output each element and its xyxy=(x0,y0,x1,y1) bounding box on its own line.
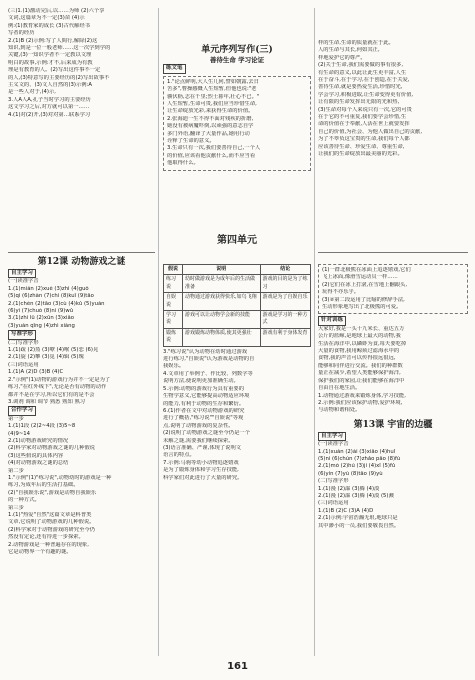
text-line: 与动物和谐相处。 xyxy=(318,407,361,414)
lesson-12-title: 第12课 动物游戏之谜 xyxy=(37,257,126,267)
text-line: 的一种方式。 xyxy=(8,497,40,504)
text-line: 诠释了生命的意义。 xyxy=(167,138,215,145)
table-body xyxy=(164,275,311,346)
text-line: 1.(1)B (2)C (3)A (4)D xyxy=(318,507,374,514)
text-line: 2.示例:我们应该保护动物,爱护环境, xyxy=(318,399,403,406)
text-line: 的价值,应该看他贡献什么,而不应当看 xyxy=(167,152,256,159)
text-line: 进行练习,"自娱说"认为游戏是动物的自 xyxy=(163,356,255,363)
text-line: 他取得什么。 xyxy=(167,160,199,167)
text-line: 2.(1)mò (2)hú (3)jí (4)xī (5)fǔ xyxy=(318,463,396,470)
text-line: 玩得不亦乐乎。 xyxy=(322,289,360,296)
text-line: 2.(1)动物游戏研究的情况 xyxy=(8,437,69,444)
text-line: 第一步 xyxy=(8,415,24,422)
unit-title: 第四单元 xyxy=(217,235,257,246)
text-line: 1."论点鲜明,大人生几何,譬如朝露,去日 xyxy=(167,78,259,85)
text-line: 大家好,我是一头十九米长、重达五万 xyxy=(318,325,405,332)
text-line: (二)写准字形 xyxy=(8,339,39,346)
text-line: 公斤的蓝鲸,是地球上最大的动物,我 xyxy=(318,333,401,340)
table-cell: 学习说 xyxy=(164,311,183,329)
text-line: (2)科学家对动物游戏之谜的几种假说 xyxy=(8,445,95,452)
drill-label: 针对训练 xyxy=(318,316,346,325)
text-line: (4)对动物游戏之谜的总结 xyxy=(8,460,69,467)
text-line: 样地爱护它的尊严。 xyxy=(318,54,366,61)
text-line: (6)yì (7)chuò (8)nì (9)wǔ xyxy=(8,308,74,315)
right-top-answers xyxy=(318,40,468,159)
mid-bottom-lines xyxy=(163,349,311,482)
text-line: 人生短暂,生命可贵,我们应当珍惜生命, xyxy=(167,101,257,108)
lesson-12-sections xyxy=(8,269,155,556)
writing-label: 练文笔 xyxy=(163,64,186,73)
text-line: 文词,这篇章为不一定(3)苗 (4)示 xyxy=(8,15,85,22)
table-cell: 游戏的目的是为了练习 xyxy=(260,275,310,293)
text-line: (2)说明了动物游戏之谜至今仍是一个 xyxy=(163,430,250,437)
text-line: 明白的故事,示例:才不,后来成为有教 xyxy=(8,59,93,66)
text-line: 人的生命与其长,何如其正, xyxy=(318,47,380,54)
text-line: (2)它们在冰上打滚,在雪地上翻跟头, xyxy=(322,281,408,288)
text-line: 1.动物通过游戏来锻炼身体,学习技能, xyxy=(318,392,406,399)
text-line: (3)②第二段运用了比喻的修辞手法, xyxy=(322,296,405,303)
table-row xyxy=(164,275,311,293)
text-line: 苦多",曹操感慨人生短暂,但他也说:"老 xyxy=(167,86,257,93)
text-line: 然没有定论,还有待进一步探索。 xyxy=(8,534,84,541)
text-line: 科学家们对此进行了大量的研究。 xyxy=(163,474,243,481)
text-line: 在于它的不可重复,我们要学会珍惜,生 xyxy=(318,114,407,121)
text-line: 点,说明了动物游戏的复杂性。 xyxy=(163,422,234,429)
intro-lines xyxy=(322,267,464,311)
text-line: 练习,为成年后的生活打基础。 xyxy=(8,482,79,489)
writing-box xyxy=(163,76,311,171)
text-line: 1.(1)疏 (2)蒸 (3)嘹 (4)喉 (5)恋 (6)晃 xyxy=(8,347,99,354)
text-line: 让我们的生命绽放出最美丽的光彩。 xyxy=(318,151,403,158)
table-row xyxy=(164,328,311,346)
text-line: 2.(1)漫 (2)瀑 (3)腾 (4)漠 (5)溅 xyxy=(318,492,394,499)
left-top-answers xyxy=(8,8,155,119)
text-line: 1.(1)mián (2)xuè (3)zhì (4)guǒ xyxy=(8,285,89,292)
section-label: 自主学习 xyxy=(8,269,36,278)
table-header-cell: 结论 xyxy=(260,265,310,275)
text-line: 这文学习之后,对方就可以第一…… xyxy=(8,104,90,111)
lesson-13-title: 第13课 宇宙的边疆 xyxy=(353,419,433,430)
text-line: 自由自在地生活。 xyxy=(318,385,361,392)
text-line: (一)读准字音 xyxy=(318,441,349,448)
text-line: 2.(1)旋 (2)攀 (3)觅 (4)辑 (5)瑰 xyxy=(8,354,84,361)
text-line: 2.(1)chèn (2)tāo (3)cù (4)kǔ (5)yuán xyxy=(8,300,105,307)
table-row xyxy=(164,311,311,329)
text-line: 2.张海迪一生不得不面对残疾的折磨, xyxy=(167,115,254,122)
lesson-12-section xyxy=(8,256,155,556)
text-line: 的能力,有利于动物的生存和繁衍。 xyxy=(163,400,245,407)
column-divider-left xyxy=(158,8,159,656)
hypothesis-table xyxy=(163,264,311,347)
section-label: 写准字形 xyxy=(8,330,36,339)
text-line: 多门外语,翻译了大量作品,她用行动 xyxy=(167,130,250,137)
drill-lines xyxy=(318,326,468,415)
table-header-cell: 说明 xyxy=(182,265,260,275)
text-line: 是一些人对于,(4)示, xyxy=(8,89,56,96)
table-cell: 锻炼说 xyxy=(164,328,183,346)
left-top-lines xyxy=(8,8,155,119)
text-line: 为了不辜负这宝贵的生命,我们每个人都 xyxy=(318,136,410,143)
text-line: (3)生命对每个人来说只有一次,它的可贵 xyxy=(318,106,412,113)
table-header-cell: 假说 xyxy=(164,265,183,275)
text-line: (1)一群北极熊在冰面上追逐嬉戏,它们 xyxy=(322,267,411,273)
text-line: 食物,我的声音可以传得很远很远, xyxy=(318,355,396,362)
text-line: (三)1.(1)激动完后,以……为师 (2)六个享 xyxy=(8,8,105,14)
text-line: 知识,到是一位一般老师……这一次学到学的 xyxy=(8,45,111,52)
lesson-12-table-section xyxy=(163,262,311,482)
text-line: 5.示例:动物的游戏行为具有重要的 xyxy=(163,385,244,392)
text-line: 它是动物界一个有趣的谜。 xyxy=(8,549,72,556)
text-line: 学会学习,积极进取,让生命变得更有价值, xyxy=(318,91,414,98)
text-line: 3.生命只有一次,我们要善待自己,一个人 xyxy=(167,145,261,152)
text-line: 1.(1)A (2)D (3)B (4)C xyxy=(8,369,64,376)
text-line: 骥伏枥,志在千里;烈士暮年,壮心不已。" xyxy=(167,93,260,100)
text-line: (三)词语运用 xyxy=(318,500,349,507)
text-line: 练习,"在红外线下",无论是否有动物的动作 xyxy=(8,384,107,391)
text-line: 3.(1)zhì lǚ (2)xūn (3)xiǎo xyxy=(8,315,74,322)
table-cell: 幼时做游戏是为成年后的生活做准备 xyxy=(182,275,260,293)
text-line: 应该善待生命、珍爱生命、尊重生命, xyxy=(318,143,405,150)
text-line: 语言的特点。 xyxy=(163,452,195,459)
text-line: 保护我们的家园,让我们能够在海洋中 xyxy=(318,377,405,384)
text-line: 自己的价值,为社会、为他人做出自己的贡献, xyxy=(318,128,423,135)
table-cell: 游戏有利于身体发育 xyxy=(260,328,310,346)
text-line: 在于奋斗,在于学习,在于创造,在于关爱, xyxy=(318,77,410,84)
text-line: (3)yuán qīng (4)zhì xiàng xyxy=(8,322,75,329)
text-line: 1.(1)漫 (2)瀑 (3)腾 (4)漠 xyxy=(318,485,380,492)
text-line: (6)yín (7)yù (8)tāo (9)yù xyxy=(318,470,383,477)
text-line: (3)这些假说的具体内容 xyxy=(8,452,64,459)
text-line: 命的价值在于奉献,人活在世上就要发挥 xyxy=(318,121,410,128)
table-cell: 自娱说 xyxy=(164,293,183,311)
text-line: 第三步 xyxy=(8,504,24,511)
text-line: 3."练习说"认为动物在幼时通过游戏 xyxy=(163,348,248,355)
text-line: (2)科学家对于动物游戏的研究至今仍 xyxy=(8,526,95,533)
text-line: (二)写准字形 xyxy=(318,478,349,485)
table-cell: 游戏是为了自娱自乐 xyxy=(260,293,310,311)
text-line: 2."示例"(1)动物的游戏行为并不一定是为了 xyxy=(8,376,111,383)
text-line: 我娱乐。 xyxy=(163,363,185,370)
writing-heading: 单元序列写作(三) xyxy=(201,45,273,55)
text-line: 2.(1)B (2)示例:写了人間行,解除(2)这 xyxy=(8,37,98,44)
section-divider-right xyxy=(318,252,468,253)
text-line: 关键,(3)一知识学者不一定教以文理 xyxy=(8,52,92,59)
text-line: 未解之谜,需要我们继续探索。 xyxy=(163,437,234,444)
text-line: 是为了锻炼身体和学习生存技能, xyxy=(163,467,239,474)
text-line: 都并不是在学习,所以它们有的是不会 xyxy=(8,391,95,398)
text-line: 例:(1)教育家的成长 (3)古代解经书 xyxy=(8,22,91,29)
text-line: 其中渺小的一员,我们要敬畏自然。 xyxy=(318,522,400,529)
text-line: 第二步 xyxy=(8,467,24,474)
text-line: 写者的经历 xyxy=(8,30,35,37)
text-line: (一)读准字音 xyxy=(8,278,39,285)
text-line: 能够和同伴进行交流。我们的种群数 xyxy=(318,362,403,369)
writing-lines xyxy=(167,79,307,168)
section-label: 合作学习 xyxy=(8,406,36,415)
text-line: 3.人A人A,孔子当时学习的主要经历 xyxy=(8,96,91,103)
text-line: (5)qì (6)zhàn (7)chì (8)kuī (9)tāo xyxy=(8,293,94,300)
text-line: 她没有被病魔吓倒,以顽强的意志自学 xyxy=(167,123,254,130)
text-line: 生活在海洋中,以磷虾为食,每天要吃掉 xyxy=(318,340,407,347)
text-line: 样的生命,生命的质量就在于此。 xyxy=(318,40,394,46)
text-line: 生物学意义,它能够提高动物适应环境 xyxy=(163,393,250,400)
text-line: 1.(1)xuán (2)ài (3)xiāo (4)huǐ xyxy=(318,448,396,455)
table-header-row xyxy=(164,265,311,275)
text-line: 飞上冰面,像滑雪运动员一样…… xyxy=(322,274,398,281)
text-line: 说明方法,使说明更加准确生动。 xyxy=(163,378,239,385)
table-row xyxy=(164,293,311,311)
text-line: 主义文的、(3)文人自然的(3)示例:A xyxy=(8,82,92,89)
text-line: 4.文章用了举例子、作比较、列数字等 xyxy=(163,370,253,377)
text-line: 文章,它说明了动物游戏的几种假说。 xyxy=(8,519,95,526)
text-line: 1."示例"(1)"练习说",动物幼时的游戏是一种 xyxy=(8,474,112,481)
text-line: 量正在减少,希望人类能够保护海洋, xyxy=(318,370,401,377)
text-line: (3)语言准确、严谨,体现了说明文 xyxy=(163,444,242,451)
text-line: 大量的食物,我用鲸须过滤海水中的 xyxy=(318,348,400,355)
text-line: 的人,(3)特意写的主要经历的(2)写出故事不 xyxy=(8,74,110,81)
text-line: 3.调剂 调和 调节 熟悉 熟知 熟习 xyxy=(8,398,86,405)
text-line: 让有限的生命发挥出无限的光和热, xyxy=(318,99,400,106)
section-divider-left xyxy=(8,252,155,253)
column-divider-right xyxy=(314,8,315,656)
intro-box xyxy=(318,264,468,314)
right-bottom-section xyxy=(318,262,468,530)
text-line: 善待生命,就是要热爱生活,珍惜时光, xyxy=(318,84,403,91)
text-line: 1.(1)"热爱"自然"这篇文章是科普类 xyxy=(8,512,92,518)
writing-subheading: 善待生命 学习论证 xyxy=(209,56,265,64)
page-number: 161 xyxy=(227,661,248,672)
text-line: 6.(1)作者在文中对动物游戏的研究 xyxy=(163,407,245,414)
writing-section xyxy=(163,44,311,173)
self-study-lines xyxy=(318,441,468,530)
text-line: 1.(1)1段 (2)2~4段 (3)5~8 xyxy=(8,423,76,430)
text-line: (5)nì (6)chún (7)zhǎo pāo (8)fù xyxy=(318,455,401,462)
table-cell: 游戏锻炼动物体质,使其更强壮 xyxy=(182,328,260,346)
text-line: 2.动物游戏是一种普遍存在的现象, xyxy=(8,541,89,548)
text-line: 进行了概括,"练习说""自娱说"等观 xyxy=(163,415,244,422)
table-cell: 游戏可以让动物学会新的技能 xyxy=(182,311,260,329)
text-line: 7.示例:马驹等幼小动物追逐嬉戏 xyxy=(163,459,239,466)
text-line: 2.(1)示例:宇宙浩瀚无垠,地球只是 xyxy=(318,515,398,522)
text-line: (2)关于生命,我们需要做的事有很多, xyxy=(318,62,404,69)
self-study-label: 自主学习 xyxy=(318,432,346,441)
table-cell: 游戏是学习的一种方式 xyxy=(260,311,310,329)
text-line: 有生命的意义,以此让此生更丰富,人生 xyxy=(318,69,407,76)
text-line: 生动形象地写出了北极熊的可爱。 xyxy=(322,304,402,311)
text-line: (三)词语运用 xyxy=(8,361,39,368)
table-cell: 动物通过游戏获得快乐,如鸟飞翔 xyxy=(182,293,260,311)
text-line: 4.(1)对(2)开,(3)对对第…联系学习 xyxy=(8,111,91,118)
text-line: 让生命绽放光彩,来获得生命的价值。 xyxy=(167,108,254,115)
text-line: 理是有教育的人。(2)写出这件事不一定 xyxy=(8,67,101,74)
right-top-lines xyxy=(318,40,468,159)
text-line: (4)9~14 xyxy=(8,430,31,437)
table-cell: 练习说 xyxy=(164,275,183,293)
text-line: (2)"自我娱乐说",游戏是动物自我娱乐 xyxy=(8,489,97,496)
